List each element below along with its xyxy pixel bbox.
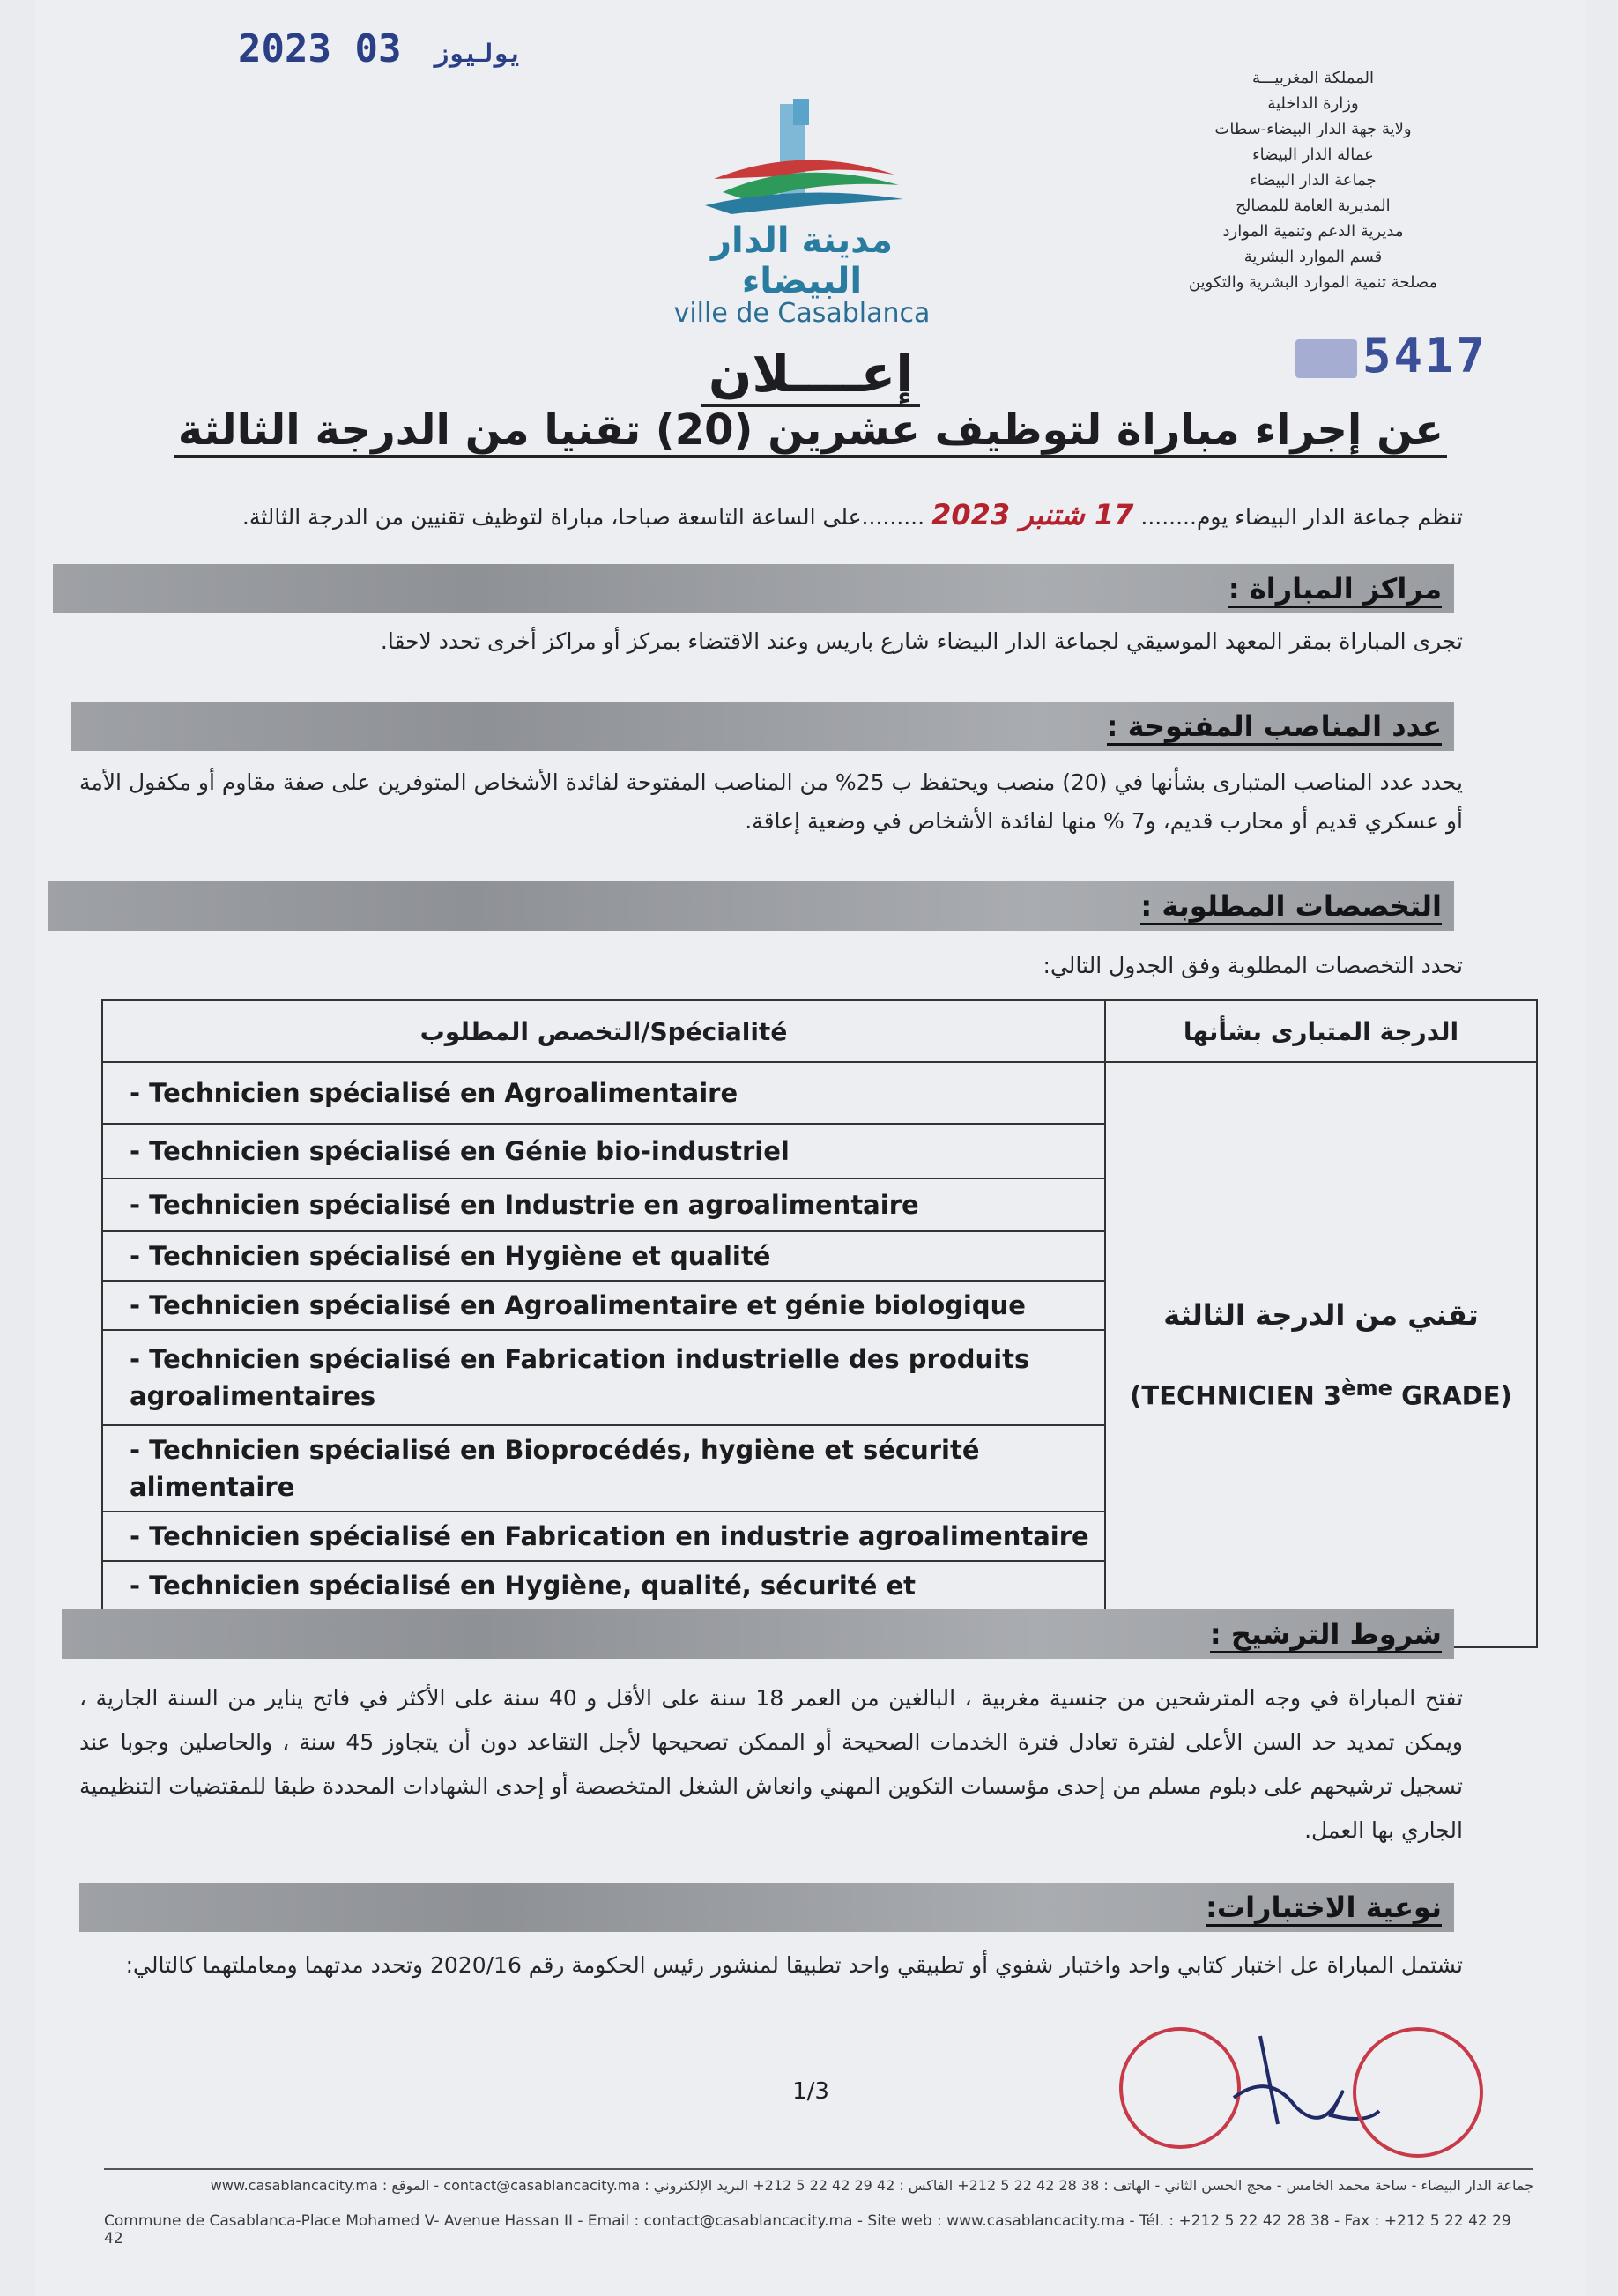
document-page — [35, 0, 1586, 2296]
header-line: جماعة الدار البيضاء — [1250, 171, 1377, 189]
table-row: - Technicien spécialisé en Agroalimentaire — [102, 1062, 1105, 1124]
conditions-text: تفتح المباراة في وجه المترشحين من جنسية مغربية ، البالغين من العمر 18 سنة على الأقل و 40 سنة على الأكثر في فاتح يناير من السنة الجارية ، ويمكن تمديد حد السن الأعلى لفترة تعادل فترة الخدمات الصحيحة أو الممكن تصحيحها لأجل التقاعد دون أن يتجاوز 45 سنة ، والحاصلين وجوبا عند تسجيل ترشيحهم على دبلوم مسلم من إحدى مؤسسات التكوين المهني وانعاش الشغل المتخصصة أو إحدى الشهادات المحددة طبقا للمقتضيات التنظيمية الجاري بها العمل. — [79, 1685, 1463, 1843]
section-heading-specialties: التخصصات المطلوبة : — [48, 881, 1454, 931]
city-logo — [652, 95, 952, 329]
section-heading-centers: مراكز المباراة : — [53, 564, 1454, 613]
logo-arabic-text: مدينة الدار البيضاء — [711, 220, 893, 301]
date-stamp — [238, 26, 531, 71]
table-row: - Technicien spécialisé en Agroalimentaire et génie biologique — [102, 1281, 1105, 1330]
header-line: مديرية الدعم وتنمية الموارد — [1222, 222, 1404, 241]
stamp-day: 03 — [354, 26, 402, 71]
grade-cell — [1105, 1062, 1537, 1647]
grade-arabic: تقني من الدرجة الثالثة — [1163, 1298, 1479, 1333]
footer-french: Commune de Casablanca-Place Mohamed V- Avenue Hassan II - Email : contact@casablancacity.ma - Site web : www.casablancacity.ma - Tél. : +212 5 22 42 28 38 - Fax : +212 5 22 42 29 42 — [104, 2212, 1511, 2248]
header-line: قسم الموارد البشرية — [1243, 248, 1383, 266]
posts-text: يحدد عدد المناصب المتبارى بشأنها في (20) منصب ويحتفظ ب 25% من المناصب المفتوحة لفائدة الأشخاص المتوفرين على صفة مقاوم أو مكفول الأمة أو عسكري قديم أو محارب قديم، و7 % منها لفائدة الأشخاص في وضعية إعاقة. — [79, 769, 1464, 834]
table-header-specialty: التخصص المطلوب/Spécialité — [102, 1000, 1105, 1062]
table-row: - Technicien spécialisé en Industrie en agroalimentaire — [102, 1178, 1105, 1231]
footer-divider — [104, 2168, 1533, 2170]
table-row: - Technicien spécialisé en Fabrication industrielle des produits agroalimentaires — [102, 1330, 1105, 1425]
header-line: مصلحة تنمية الموارد البشرية والتكوين — [1188, 273, 1438, 292]
footer-arabic: جماعة الدار البيضاء - ساحة محمد الخامس - محج الحسن الثاني - الهاتف : 38 28 42 22 5 212+ الفاكس : 42 29 42 22 5 212+ البريد الإلكتروني : contact@casablancacity.ma - الموقع : www.casablancacity.ma — [210, 2177, 1533, 2194]
section-heading-conditions: شروط الترشيح : — [62, 1609, 1454, 1659]
stamp-month: يوليوز — [433, 39, 523, 68]
logo-french-text: ville de Casablanca — [673, 298, 931, 329]
centers-text: تجرى المباراة بمقر المعهد الموسيقي لجماعة الدار البيضاء شارع باريس وعند الاقتضاء بمركز أو مراكز أخرى تحدد لاحقا. — [380, 628, 1463, 654]
section-heading-posts: عدد المناصب المفتوحة : — [71, 702, 1454, 751]
announcement-subtitle: عن إجراء مباراة لتوظيف عشرين (20) تقنيا من الدرجة الثالثة — [35, 405, 1586, 455]
stamp-year: 2023 — [238, 26, 331, 71]
announcement-title: إعــــلان — [35, 344, 1586, 404]
grade-french: (TECHNICIEN 3ème GRADE) — [1130, 1376, 1512, 1411]
administration-header — [1110, 65, 1516, 295]
reference-number: 5417 — [1362, 328, 1488, 383]
page-number: 1/3 — [792, 2078, 829, 2105]
specialties-table — [101, 999, 1538, 1648]
header-line: ولاية جهة الدار البيضاء-سطات — [1214, 120, 1412, 138]
specialties-text: تحدد التخصصات المطلوبة وفق الجدول التالي: — [1043, 953, 1463, 978]
header-line: وزارة الداخلية — [1267, 94, 1359, 113]
tests-text: تشتمل المباراة عل اختبار كتابي واحد واختبار شفوي أو تطبيقي واحد تطبيقا لمنشور رئيس الحكومة رقم 2020/16 وتحدد مدتهما ومعاملتهما كالتالي: — [125, 1952, 1463, 1978]
header-line: المملكة المغربيـــة — [1252, 69, 1374, 87]
table-row: - Technicien spécialisé en Génie bio-industriel — [102, 1124, 1105, 1178]
casablanca-logo-icon — [696, 95, 908, 219]
header-line: عمالة الدار البيضاء — [1252, 145, 1374, 164]
handwritten-date: 17 شتنبر 2023 — [931, 498, 1134, 531]
table-row: - Technicien spécialisé en Fabrication en industrie agroalimentaire — [102, 1512, 1105, 1561]
table-header-grade: الدرجة المتبارى بشأنها — [1105, 1000, 1537, 1062]
table-row: - Technicien spécialisé en Hygiène et qualité — [102, 1231, 1105, 1281]
table-row: - Technicien spécialisé en Bioprocédés, hygiène et sécurité alimentaire — [102, 1425, 1105, 1512]
table-row: - Technicien spécialisé en Hygiène, qualité, sécurité et — [102, 1561, 1105, 1647]
header-line: المديرية العامة للمصالح — [1236, 197, 1391, 215]
intro-paragraph: تنظم جماعة الدار البيضاء يوم........17 شتنبر 2023.........على الساعة التاسعة صباحا، مباراة لتوظيف تقنيين من الدرجة الثالثة. — [88, 495, 1463, 537]
section-heading-tests: نوعية الاختبارات: — [79, 1883, 1454, 1932]
